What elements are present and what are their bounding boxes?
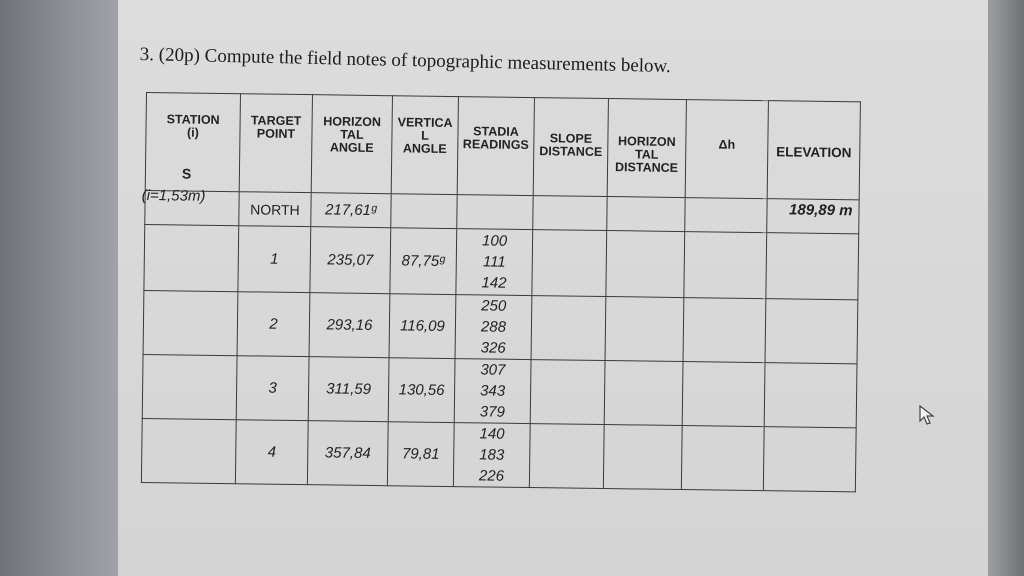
cell-empty: [683, 298, 766, 363]
table-row: [141, 418, 856, 491]
cell-empty: [141, 418, 236, 483]
cell-empty: [529, 424, 604, 489]
cell-empty: [531, 296, 606, 361]
header-station-line1: STATION: [166, 112, 220, 127]
horizontal-angle: 311,59: [308, 357, 389, 422]
cell-empty: [533, 196, 607, 231]
header-stadia-readings: [457, 97, 534, 196]
cell-empty: [682, 362, 765, 427]
header-slope-line2: DISTANCE: [539, 144, 603, 159]
header-station: [141, 93, 240, 205]
header-stadia-line1: STADIA: [473, 124, 519, 139]
header-station-line2: (i): [186, 125, 199, 140]
header-hd-line1: HORIZON: [617, 134, 676, 149]
header-target-line2: POINT: [256, 126, 296, 141]
cell-empty: [144, 224, 239, 291]
cell-empty: [685, 198, 767, 233]
header-horizontal-distance: [607, 99, 686, 198]
cell-empty: [605, 297, 684, 362]
stadia-readings: [456, 229, 533, 296]
north-horizontal-angle: 217,61ᵍ: [311, 193, 391, 228]
header-slope-distance: [533, 98, 608, 197]
vertical-angle: 116,09: [389, 294, 456, 359]
problem-title: 3. (20p) Compute the field notes of topographic measurements below.: [139, 44, 672, 78]
header-v-line3: ANGLE: [402, 141, 447, 156]
cell-empty: [391, 194, 457, 229]
header-v-line1: VERTICA: [397, 115, 453, 131]
cell-empty: [457, 195, 533, 230]
header-hz-line3: ANGLE: [329, 140, 374, 155]
station-elevation: 189,89 m: [767, 199, 859, 234]
cell-empty: [604, 361, 683, 426]
stadia-readings: [453, 423, 530, 488]
vertical-angle: 79,81: [387, 422, 454, 487]
stadia-top: 250: [481, 297, 507, 315]
cell-empty: [142, 354, 237, 419]
horizontal-angle: 235,07: [310, 227, 391, 294]
header-hz-line2: TAL: [340, 127, 364, 142]
header-hd-line3: DISTANCE: [614, 160, 679, 175]
north-label: NORTH: [239, 192, 311, 227]
header-target-point: [239, 94, 312, 193]
cell-empty: [764, 363, 857, 428]
horizontal-angle: 293,16: [309, 293, 390, 358]
cell-empty: [607, 197, 685, 232]
header-delta-h-text: Δh: [718, 137, 736, 152]
vertical-angle: 130,56: [388, 358, 455, 423]
station-name: S: [181, 165, 192, 182]
header-delta-h: [685, 100, 768, 199]
header-stadia-line2: READINGS: [462, 137, 529, 153]
table-row: [142, 354, 857, 427]
target-point: 4: [235, 420, 308, 485]
cell-empty: [606, 231, 685, 298]
field-notes-table-wrapper: [141, 92, 861, 492]
header-vertical-angle: [391, 96, 458, 195]
cell-empty: [684, 232, 767, 299]
stadia-readings: [455, 295, 532, 360]
stadia-bottom: 326: [480, 339, 506, 357]
header-hd-line2: TAL: [634, 147, 659, 162]
stadia-middle: 183: [479, 446, 505, 464]
field-notes-table: [141, 92, 861, 492]
stadia-bottom: 226: [478, 467, 505, 485]
cell-empty: [765, 299, 858, 364]
stadia-top: 100: [481, 232, 508, 250]
table-row: [143, 290, 858, 363]
header-slope-line1: SLOPE: [549, 131, 593, 146]
header-target-line1: TARGET: [250, 113, 302, 129]
cell-empty: [145, 190, 239, 225]
cell-empty: [766, 233, 859, 300]
target-point: 1: [238, 226, 311, 293]
mouse-cursor-icon: [918, 404, 936, 426]
header-hz-line1: HORIZON: [323, 114, 382, 130]
header-v-line2: L: [421, 128, 429, 143]
cell-empty: [530, 360, 605, 425]
header-row: [145, 93, 860, 200]
cell-empty: [763, 427, 856, 492]
cell-empty: [532, 230, 607, 297]
stadia-middle: 288: [480, 318, 507, 336]
header-elevation: [767, 101, 860, 200]
horizontal-angle: 357,84: [307, 421, 388, 486]
stadia-readings: [454, 359, 531, 424]
stadia-bottom: 379: [479, 403, 505, 421]
cell-empty: [143, 290, 238, 355]
target-point: 2: [237, 292, 310, 357]
header-horizontal-angle: [311, 95, 392, 194]
stadia-top: 307: [480, 361, 506, 379]
target-point: 3: [236, 356, 309, 421]
vertical-angle: 87,75ᵍ: [390, 228, 457, 295]
cell-empty: [681, 426, 764, 491]
stadia-middle: 111: [482, 253, 506, 271]
header-elevation-text: ELEVATION: [776, 144, 852, 161]
cell-empty: [603, 425, 682, 490]
stadia-bottom: 142: [481, 274, 507, 292]
table-row: [144, 224, 859, 299]
instrument-height: (i=1,53m): [141, 186, 206, 205]
stadia-top: 140: [479, 425, 505, 443]
stadia-middle: 343: [479, 382, 506, 400]
